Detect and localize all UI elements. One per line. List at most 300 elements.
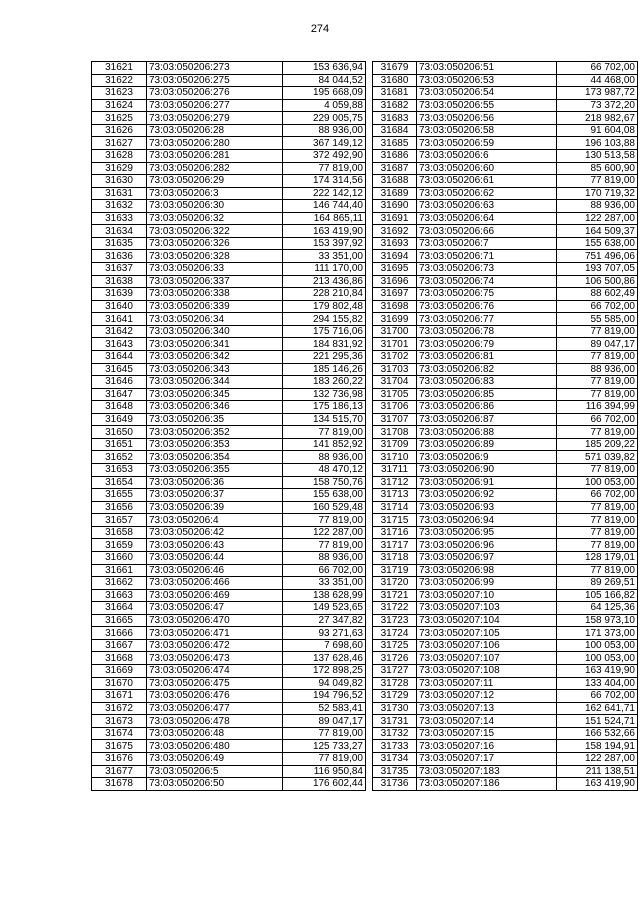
cadastral-value-cell: 85 600,90 (557, 162, 638, 175)
row-number-cell: 31678 (92, 778, 147, 791)
cadastral-number-cell: 73:03:050206:354 (147, 451, 283, 464)
cadastral-value-cell: 170 719,32 (557, 187, 638, 200)
cadastral-value-cell: 93 271,63 (283, 627, 366, 640)
cadastral-number-cell: 73:03:050206:83 (417, 376, 557, 389)
cadastral-number-cell: 73:03:050206:54 (417, 87, 557, 100)
cadastral-value-cell: 66 702,00 (557, 300, 638, 313)
row-number-cell: 31677 (92, 765, 147, 778)
table-row (373, 413, 638, 426)
cadastral-number-cell: 73:03:050206:9 (417, 451, 557, 464)
cadastral-number-cell: 73:03:050206:340 (147, 325, 283, 338)
row-number-cell: 31695 (373, 263, 417, 276)
cadastral-value-cell: 4 059,88 (283, 99, 366, 112)
table-row (92, 426, 366, 439)
cadastral-value-cell: 294 155,82 (283, 313, 366, 326)
cadastral-number-cell: 73:03:050206:343 (147, 363, 283, 376)
row-number-cell: 31656 (92, 501, 147, 514)
row-number-cell: 31689 (373, 187, 417, 200)
row-number-cell: 31704 (373, 376, 417, 389)
cadastral-value-cell: 106 500,86 (557, 275, 638, 288)
table-row (373, 589, 638, 602)
cadastral-value-cell: 55 585,00 (557, 313, 638, 326)
cadastral-number-cell: 73:03:050206:470 (147, 614, 283, 627)
cadastral-value-cell: 88 936,00 (557, 200, 638, 213)
cadastral-number-cell: 73:03:050206:62 (417, 187, 557, 200)
table-row (373, 639, 638, 652)
row-number-cell: 31625 (92, 112, 147, 125)
cadastral-number-cell: 73:03:050206:63 (417, 200, 557, 213)
cadastral-number-cell: 73:03:050206:344 (147, 376, 283, 389)
cadastral-number-cell: 73:03:050206:74 (417, 275, 557, 288)
row-number-cell: 31702 (373, 350, 417, 363)
table-row (92, 363, 366, 376)
cadastral-value-cell: 138 628,99 (283, 589, 366, 602)
cadastral-value-cell: 134 515,70 (283, 413, 366, 426)
cadastral-value-cell: 141 852,92 (283, 438, 366, 451)
table-row (92, 514, 366, 527)
table-row (373, 526, 638, 539)
row-number-cell: 31638 (92, 275, 147, 288)
row-number-cell: 31634 (92, 225, 147, 238)
cadastral-value-cell: 66 702,00 (557, 690, 638, 703)
cadastral-value-cell: 7 698,60 (283, 639, 366, 652)
table-row (373, 263, 638, 276)
page-number: 274 (310, 23, 330, 35)
table-row (92, 313, 366, 326)
row-number-cell: 31636 (92, 250, 147, 263)
cadastral-number-cell: 73:03:050206:28 (147, 124, 283, 137)
cadastral-value-cell: 73 372,20 (557, 99, 638, 112)
table-row (92, 614, 366, 627)
table-row (373, 476, 638, 489)
table-row (373, 652, 638, 665)
table-row (373, 300, 638, 313)
cadastral-number-cell: 73:03:050206:36 (147, 476, 283, 489)
row-number-cell: 31686 (373, 149, 417, 162)
row-number-cell: 31715 (373, 514, 417, 527)
row-number-cell: 31661 (92, 564, 147, 577)
cadastral-number-cell: 73:03:050206:60 (417, 162, 557, 175)
row-number-cell: 31658 (92, 526, 147, 539)
row-number-cell: 31675 (92, 740, 147, 753)
row-number-cell: 31700 (373, 325, 417, 338)
row-number-cell: 31648 (92, 401, 147, 414)
table-row (92, 476, 366, 489)
cadastral-value-cell: 77 819,00 (283, 162, 366, 175)
row-number-cell: 31626 (92, 124, 147, 137)
table-row (92, 577, 366, 590)
row-number-cell: 31650 (92, 426, 147, 439)
table-row (373, 313, 638, 326)
table-row (92, 564, 366, 577)
row-number-cell: 31698 (373, 300, 417, 313)
cadastral-number-cell: 73:03:050206:5 (147, 765, 283, 778)
registry-table-right-body (373, 62, 638, 791)
cadastral-value-cell: 100 053,00 (557, 652, 638, 665)
cadastral-number-cell: 73:03:050206:473 (147, 652, 283, 665)
table-row (92, 451, 366, 464)
table-row (373, 564, 638, 577)
row-number-cell: 31732 (373, 727, 417, 740)
cadastral-number-cell: 73:03:050206:466 (147, 577, 283, 590)
cadastral-value-cell: 211 138,51 (557, 765, 638, 778)
cadastral-value-cell: 185 209,22 (557, 438, 638, 451)
table-row (92, 175, 366, 188)
cadastral-value-cell: 77 819,00 (557, 539, 638, 552)
cadastral-number-cell: 73:03:050206:78 (417, 325, 557, 338)
cadastral-value-cell: 77 819,00 (557, 526, 638, 539)
row-number-cell: 31631 (92, 187, 147, 200)
row-number-cell: 31736 (373, 778, 417, 791)
table-row (92, 778, 366, 791)
cadastral-value-cell: 88 936,00 (283, 551, 366, 564)
table-row (92, 489, 366, 502)
table-row (373, 627, 638, 640)
cadastral-value-cell: 77 819,00 (557, 564, 638, 577)
row-number-cell: 31711 (373, 464, 417, 477)
table-row (373, 614, 638, 627)
cadastral-value-cell: 176 602,44 (283, 778, 366, 791)
registry-table-left (91, 61, 366, 791)
cadastral-value-cell: 100 053,00 (557, 639, 638, 652)
cadastral-number-cell: 73:03:050206:66 (417, 225, 557, 238)
cadastral-value-cell: 174 314,56 (283, 175, 366, 188)
cadastral-value-cell: 77 819,00 (283, 752, 366, 765)
row-number-cell: 31630 (92, 175, 147, 188)
cadastral-value-cell: 146 744,40 (283, 200, 366, 213)
cadastral-value-cell: 91 604,08 (557, 124, 638, 137)
cadastral-number-cell: 73:03:050206:472 (147, 639, 283, 652)
cadastral-number-cell: 73:03:050206:48 (147, 727, 283, 740)
row-number-cell: 31637 (92, 263, 147, 276)
cadastral-value-cell: 228 210,84 (283, 288, 366, 301)
cadastral-value-cell: 151 524,71 (557, 715, 638, 728)
table-row (373, 426, 638, 439)
cadastral-value-cell: 155 638,00 (283, 489, 366, 502)
cadastral-number-cell: 73:03:050206:64 (417, 212, 557, 225)
row-number-cell: 31696 (373, 275, 417, 288)
cadastral-value-cell: 175 186,13 (283, 401, 366, 414)
row-number-cell: 31690 (373, 200, 417, 213)
cadastral-number-cell: 73:03:050206:328 (147, 250, 283, 263)
cadastral-value-cell: 166 532,66 (557, 727, 638, 740)
table-row (373, 715, 638, 728)
cadastral-value-cell: 122 287,00 (557, 752, 638, 765)
cadastral-value-cell: 183 260,22 (283, 376, 366, 389)
cadastral-number-cell: 73:03:050206:51 (417, 62, 557, 75)
row-number-cell: 31624 (92, 99, 147, 112)
cadastral-number-cell: 73:03:050206:50 (147, 778, 283, 791)
cadastral-number-cell: 73:03:050206:32 (147, 212, 283, 225)
table-row (92, 300, 366, 313)
cadastral-number-cell: 73:03:050206:43 (147, 539, 283, 552)
row-number-cell: 31655 (92, 489, 147, 502)
cadastral-value-cell: 185 146,26 (283, 363, 366, 376)
table-row (373, 376, 638, 389)
cadastral-value-cell: 173 987,72 (557, 87, 638, 100)
row-number-cell: 31731 (373, 715, 417, 728)
cadastral-value-cell: 218 982,67 (557, 112, 638, 125)
row-number-cell: 31691 (373, 212, 417, 225)
table-row (92, 137, 366, 150)
cadastral-value-cell: 77 819,00 (557, 464, 638, 477)
cadastral-value-cell: 130 513,58 (557, 149, 638, 162)
cadastral-value-cell: 163 419,90 (557, 778, 638, 791)
row-number-cell: 31652 (92, 451, 147, 464)
row-number-cell: 31697 (373, 288, 417, 301)
row-number-cell: 31642 (92, 325, 147, 338)
table-row (373, 690, 638, 703)
table-row (373, 514, 638, 527)
cadastral-value-cell: 84 044,52 (283, 74, 366, 87)
cadastral-value-cell: 77 819,00 (283, 514, 366, 527)
table-row (373, 137, 638, 150)
row-number-cell: 31669 (92, 665, 147, 678)
table-row (373, 539, 638, 552)
row-number-cell: 31709 (373, 438, 417, 451)
cadastral-number-cell: 73:03:050206:53 (417, 74, 557, 87)
table-row (373, 677, 638, 690)
table-row (92, 288, 366, 301)
cadastral-number-cell: 73:03:050206:346 (147, 401, 283, 414)
cadastral-value-cell: 116 950,84 (283, 765, 366, 778)
cadastral-value-cell: 100 053,00 (557, 476, 638, 489)
table-row (373, 464, 638, 477)
row-number-cell: 31671 (92, 690, 147, 703)
row-number-cell: 31673 (92, 715, 147, 728)
table-row (373, 665, 638, 678)
cadastral-number-cell: 73:03:050206:322 (147, 225, 283, 238)
table-row (373, 325, 638, 338)
cadastral-number-cell: 73:03:050206:476 (147, 690, 283, 703)
cadastral-number-cell: 73:03:050206:93 (417, 501, 557, 514)
cadastral-number-cell: 73:03:050207:186 (417, 778, 557, 791)
row-number-cell: 31722 (373, 602, 417, 615)
cadastral-value-cell: 194 796,52 (283, 690, 366, 703)
cadastral-number-cell: 73:03:050206:81 (417, 350, 557, 363)
cadastral-value-cell: 133 404,00 (557, 677, 638, 690)
table-row (373, 288, 638, 301)
cadastral-value-cell: 77 819,00 (557, 350, 638, 363)
cadastral-value-cell: 52 583,41 (283, 702, 366, 715)
cadastral-number-cell: 73:03:050206:352 (147, 426, 283, 439)
table-row (373, 162, 638, 175)
cadastral-number-cell: 73:03:050206:7 (417, 237, 557, 250)
row-number-cell: 31692 (373, 225, 417, 238)
table-row (373, 200, 638, 213)
table-row (373, 87, 638, 100)
cadastral-number-cell: 73:03:050206:4 (147, 514, 283, 527)
table-row (92, 702, 366, 715)
cadastral-number-cell: 73:03:050206:49 (147, 752, 283, 765)
row-number-cell: 31639 (92, 288, 147, 301)
row-number-cell: 31724 (373, 627, 417, 640)
row-number-cell: 31651 (92, 438, 147, 451)
row-number-cell: 31708 (373, 426, 417, 439)
table-row (92, 350, 366, 363)
cadastral-value-cell: 89 269,51 (557, 577, 638, 590)
table-row (373, 225, 638, 238)
table-row (92, 589, 366, 602)
cadastral-value-cell: 137 628,46 (283, 652, 366, 665)
cadastral-number-cell: 73:03:050206:73 (417, 263, 557, 276)
cadastral-value-cell: 88 936,00 (557, 363, 638, 376)
table-row (373, 501, 638, 514)
row-number-cell: 31699 (373, 313, 417, 326)
row-number-cell: 31733 (373, 740, 417, 753)
table-row (373, 237, 638, 250)
table-row (373, 740, 638, 753)
cadastral-value-cell: 222 142,12 (283, 187, 366, 200)
cadastral-number-cell: 73:03:050206:353 (147, 438, 283, 451)
cadastral-number-cell: 73:03:050207:13 (417, 702, 557, 715)
row-number-cell: 31645 (92, 363, 147, 376)
table-row (373, 489, 638, 502)
row-number-cell: 31653 (92, 464, 147, 477)
table-row (92, 237, 366, 250)
cadastral-number-cell: 73:03:050206:96 (417, 539, 557, 552)
cadastral-number-cell: 73:03:050206:30 (147, 200, 283, 213)
cadastral-value-cell: 163 419,90 (283, 225, 366, 238)
cadastral-value-cell: 77 819,00 (283, 426, 366, 439)
cadastral-value-cell: 158 973,10 (557, 614, 638, 627)
cadastral-number-cell: 73:03:050207:17 (417, 752, 557, 765)
table-row (92, 740, 366, 753)
cadastral-number-cell: 73:03:050206:37 (147, 489, 283, 502)
table-row (92, 62, 366, 75)
cadastral-number-cell: 73:03:050206:91 (417, 476, 557, 489)
cadastral-value-cell: 89 047,17 (283, 715, 366, 728)
cadastral-number-cell: 73:03:050206:42 (147, 526, 283, 539)
cadastral-number-cell: 73:03:050206:33 (147, 263, 283, 276)
table-row (92, 639, 366, 652)
table-row (92, 765, 366, 778)
row-number-cell: 31632 (92, 200, 147, 213)
table-row (92, 200, 366, 213)
cadastral-value-cell: 66 702,00 (557, 62, 638, 75)
row-number-cell: 31670 (92, 677, 147, 690)
cadastral-number-cell: 73:03:050206:6 (417, 149, 557, 162)
table-row (92, 602, 366, 615)
table-row (373, 727, 638, 740)
cadastral-number-cell: 73:03:050206:326 (147, 237, 283, 250)
cadastral-number-cell: 73:03:050206:279 (147, 112, 283, 125)
cadastral-number-cell: 73:03:050206:280 (147, 137, 283, 150)
table-row (92, 325, 366, 338)
cadastral-number-cell: 73:03:050206:277 (147, 99, 283, 112)
row-number-cell: 31726 (373, 652, 417, 665)
row-number-cell: 31664 (92, 602, 147, 615)
table-row (373, 99, 638, 112)
cadastral-number-cell: 73:03:050206:338 (147, 288, 283, 301)
cadastral-number-cell: 73:03:050206:61 (417, 175, 557, 188)
row-number-cell: 31654 (92, 476, 147, 489)
row-number-cell: 31662 (92, 577, 147, 590)
registry-table-left-body (92, 62, 366, 791)
cadastral-value-cell: 48 470,12 (283, 464, 366, 477)
table-row (373, 250, 638, 263)
cadastral-number-cell: 73:03:050207:12 (417, 690, 557, 703)
row-number-cell: 31663 (92, 589, 147, 602)
table-row (92, 149, 366, 162)
cadastral-value-cell: 213 436,86 (283, 275, 366, 288)
cadastral-number-cell: 73:03:050206:281 (147, 149, 283, 162)
cadastral-value-cell: 88 936,00 (283, 124, 366, 137)
cadastral-value-cell: 27 347,82 (283, 614, 366, 627)
row-number-cell: 31717 (373, 539, 417, 552)
cadastral-number-cell: 73:03:050207:105 (417, 627, 557, 640)
row-number-cell: 31668 (92, 652, 147, 665)
cadastral-number-cell: 73:03:050206:92 (417, 489, 557, 502)
cadastral-number-cell: 73:03:050206:474 (147, 665, 283, 678)
cadastral-number-cell: 73:03:050206:471 (147, 627, 283, 640)
table-row (92, 501, 366, 514)
row-number-cell: 31657 (92, 514, 147, 527)
table-row (92, 187, 366, 200)
table-row (92, 87, 366, 100)
cadastral-value-cell: 77 819,00 (557, 325, 638, 338)
table-row (92, 690, 366, 703)
row-number-cell: 31713 (373, 489, 417, 502)
cadastral-number-cell: 73:03:050206:29 (147, 175, 283, 188)
table-row (92, 526, 366, 539)
cadastral-number-cell: 73:03:050206:75 (417, 288, 557, 301)
cadastral-value-cell: 158 194,91 (557, 740, 638, 753)
table-row (373, 187, 638, 200)
row-number-cell: 31622 (92, 74, 147, 87)
table-row (92, 752, 366, 765)
cadastral-number-cell: 73:03:050206:55 (417, 99, 557, 112)
table-row (92, 551, 366, 564)
table-row (92, 413, 366, 426)
table-row (373, 338, 638, 351)
row-number-cell: 31720 (373, 577, 417, 590)
table-row (92, 338, 366, 351)
cadastral-value-cell: 125 733,27 (283, 740, 366, 753)
row-number-cell: 31665 (92, 614, 147, 627)
table-row (373, 363, 638, 376)
row-number-cell: 31730 (373, 702, 417, 715)
cadastral-value-cell: 66 702,00 (557, 489, 638, 502)
row-number-cell: 31623 (92, 87, 147, 100)
table-row (92, 250, 366, 263)
row-number-cell: 31683 (373, 112, 417, 125)
table-row (373, 551, 638, 564)
cadastral-number-cell: 73:03:050207:103 (417, 602, 557, 615)
row-number-cell: 31680 (373, 74, 417, 87)
row-number-cell: 31659 (92, 539, 147, 552)
row-number-cell: 31716 (373, 526, 417, 539)
cadastral-number-cell: 73:03:050206:355 (147, 464, 283, 477)
row-number-cell: 31676 (92, 752, 147, 765)
cadastral-value-cell: 184 831,92 (283, 338, 366, 351)
cadastral-value-cell: 77 819,00 (557, 426, 638, 439)
row-number-cell: 31727 (373, 665, 417, 678)
row-number-cell: 31644 (92, 350, 147, 363)
table-row (373, 577, 638, 590)
cadastral-number-cell: 73:03:050206:339 (147, 300, 283, 313)
cadastral-number-cell: 73:03:050206:342 (147, 350, 283, 363)
row-number-cell: 31640 (92, 300, 147, 313)
row-number-cell: 31674 (92, 727, 147, 740)
row-number-cell: 31635 (92, 237, 147, 250)
cadastral-number-cell: 73:03:050206:59 (417, 137, 557, 150)
cadastral-value-cell: 77 819,00 (557, 501, 638, 514)
cadastral-number-cell: 73:03:050207:108 (417, 665, 557, 678)
cadastral-number-cell: 73:03:050206:76 (417, 300, 557, 313)
table-row (373, 438, 638, 451)
row-number-cell: 31685 (373, 137, 417, 150)
